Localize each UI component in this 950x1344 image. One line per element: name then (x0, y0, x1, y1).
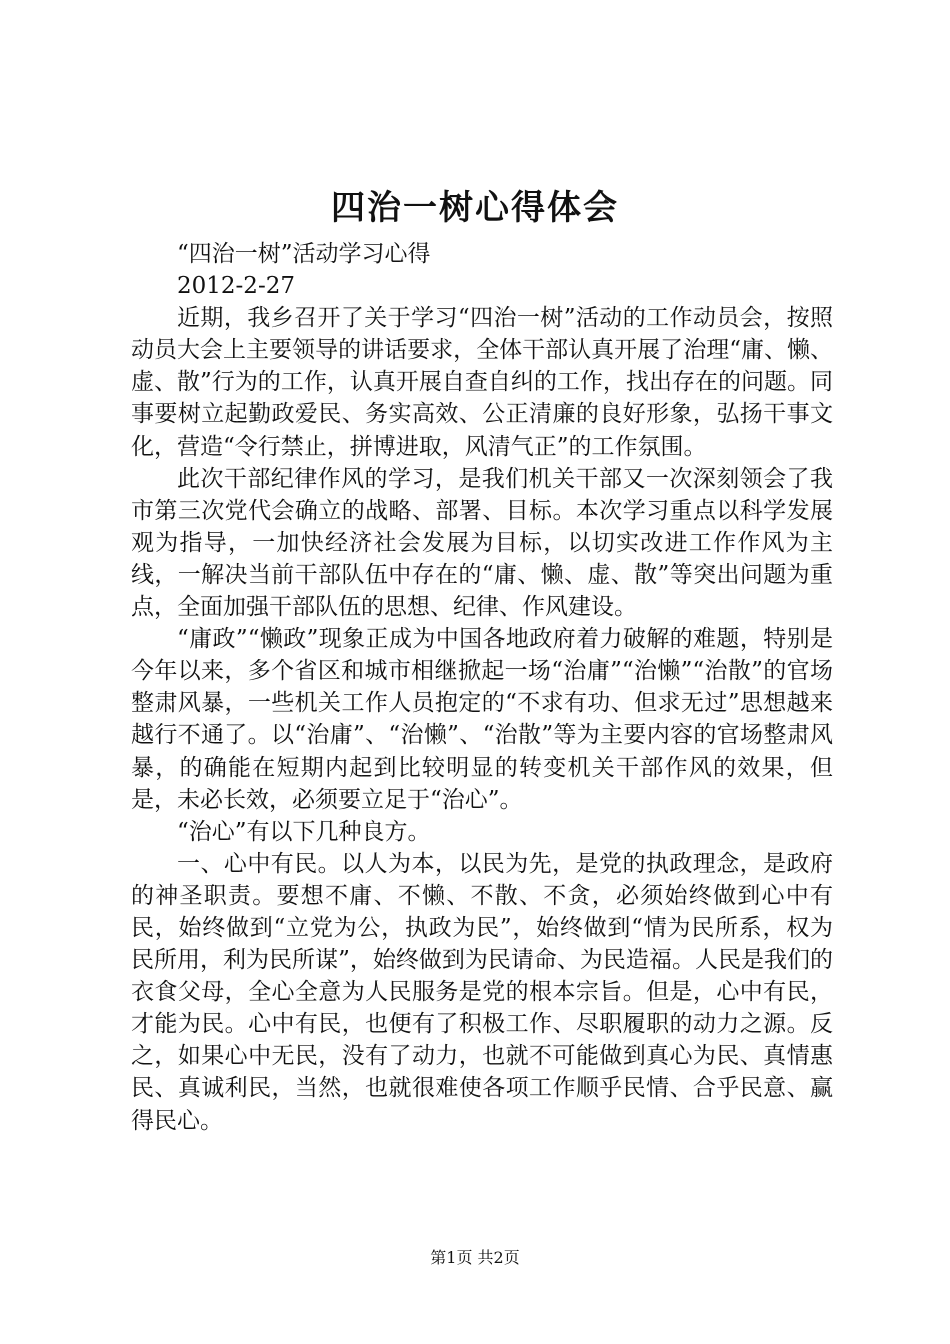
paragraph-5: 一、心中有民。以人为本，以民为先，是党的执政理念，是政府的神圣职责。要想不庸、不懒、不散、不贪，必须始终做到心中有民，始终做到“立党为公，执政为民”，始终做到“情为民所系，权为民所用，利为民所谋”，始终做到为民请命、为民造福。人民是我们的衣食父母，全心全意为人民服务是党的根本宗旨。但是，心中有民，才能为民。心中有民，也便有了积极工作、尽职履职的动力之源。反之，如果心中无民，没有了动力，也就不可能做到真心为民、真情惠民、真诚利民，当然，也就很难使各项工作顺乎民情、合乎民意、赢得民心。 (131, 850, 833, 1134)
document-title: 四治一树心得体会 (331, 188, 619, 228)
document-subtitle: “四治一树”活动学习心得 (177, 241, 431, 267)
document-body (131, 238, 833, 1137)
page-number-footer: 第1页 共2页 (430, 1248, 520, 1267)
paragraph-2: 此次干部纪律作风的学习，是我们机关干部又一次深刻领会了我市第三次党代会确立的战略、部署、目标。本次学习重点以科学发展观为指导，一加快经济社会发展为目标，以切实改进工作作风为主线，一解决当前干部队伍中存在的“庸、懒、虚、散”等突出问题为重点，全面加强干部队伍的思想、纪律、作风建设。 (131, 465, 833, 621)
document-date: 2012-2-27 (177, 273, 295, 300)
paragraph-1: 近期，我乡召开了关于学习“四治一树”活动的工作动员会，按照动员大会上主要领导的讲话要求，全体干部认真开展了治理“庸、懒、虚、散”行为的工作，认真开展自查自纠的工作，找出存在的问题。同事要树立起勤政爱民、务实高效、公正清廉的良好形象，弘扬干事文化，营造“令行禁止，拼博进取，风清气正”的工作氛围。 (131, 305, 833, 460)
paragraph-4: “治心”有以下几种良方。 (177, 818, 431, 845)
paragraph-3: “庸政”“懒政”现象正成为中国各地政府着力破解的难题，特别是今年以来，多个省区和城市相继掀起一场“治庸”“治懒”“治散”的官场整肃风暴，一些机关工作人员抱定的“不求有功、但求无过”思想越来越行不通了。以“治庸”、“治懒”、“治散”等为主要内容的官场整肃风暴，的确能在短期内起到比较明显的转变机关干部作风的效果，但是，未必长效，必须要立足于“治心”。 (131, 626, 833, 813)
